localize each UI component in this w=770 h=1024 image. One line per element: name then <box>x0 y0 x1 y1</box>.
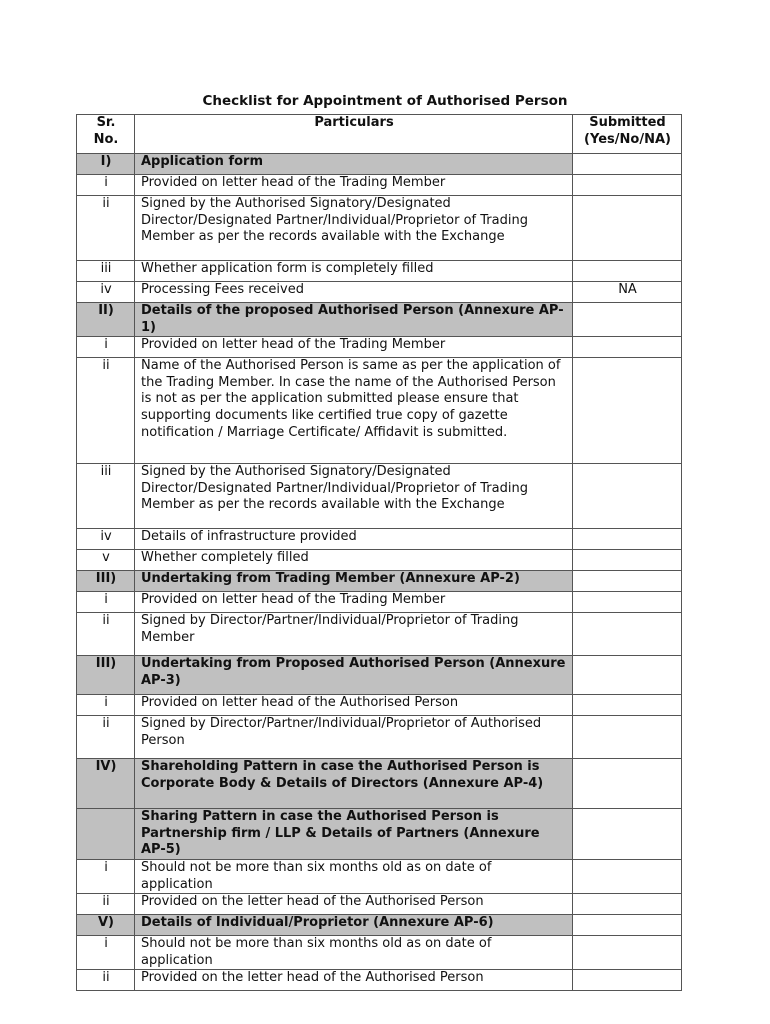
sr-cell: I) <box>77 154 135 175</box>
section-row <box>77 303 682 337</box>
sr-cell: IV) <box>77 759 135 809</box>
submitted-cell <box>573 809 682 860</box>
particulars-cell: Signed by Director/Partner/Individual/Proprietor of Trading Member <box>135 613 573 656</box>
sr-cell: ii <box>77 196 135 261</box>
submitted-cell <box>573 154 682 175</box>
sr-cell: III) <box>77 656 135 695</box>
submitted-cell <box>573 337 682 358</box>
section-row <box>77 571 682 592</box>
submitted-cell <box>573 175 682 196</box>
particulars-cell: Provided on the letter head of the Authorised Person <box>135 894 573 915</box>
submitted-cell <box>573 303 682 337</box>
submitted-cell <box>573 592 682 613</box>
sr-cell: V) <box>77 915 135 936</box>
particulars-cell: Should not be more than six months old as on date of application <box>135 859 573 893</box>
submitted-cell: NA <box>573 282 682 303</box>
submitted-cell <box>573 936 682 970</box>
header-sr-no <box>77 115 135 154</box>
submitted-cell <box>573 550 682 571</box>
header-submitted <box>573 115 682 154</box>
submitted-cell <box>573 894 682 915</box>
sr-cell: i <box>77 337 135 358</box>
sr-cell: i <box>77 859 135 893</box>
particulars-cell: Sharing Pattern in case the Authorised Person is Partnership firm / LLP & Details of Partners (Annexure AP-5) <box>135 809 573 860</box>
sr-cell: i <box>77 592 135 613</box>
sr-cell: ii <box>77 716 135 759</box>
particulars-cell: Name of the Authorised Person is same as per the application of the Trading Member. In case the name of the Authorised Person is not as per the application submitted please ensure that supporting documents like certified true copy of gazette notification / Marriage Certificate/ Affidavit is submitted. <box>135 358 573 464</box>
submitted-cell <box>573 695 682 716</box>
particulars-cell: Should not be more than six months old as on date of application <box>135 936 573 970</box>
particulars-cell: Details of the proposed Authorised Person (Annexure AP-1) <box>135 303 573 337</box>
submitted-cell <box>573 613 682 656</box>
particulars-cell: Details of Individual/Proprietor (Annexure AP-6) <box>135 915 573 936</box>
checklist-table <box>76 114 682 991</box>
particulars-cell: Undertaking from Proposed Authorised Person (Annexure AP-3) <box>135 656 573 695</box>
table-row <box>77 196 682 261</box>
table-row <box>77 970 682 991</box>
submitted-cell <box>573 261 682 282</box>
submitted-cell <box>573 859 682 893</box>
table-row <box>77 358 682 464</box>
submitted-cell <box>573 529 682 550</box>
sr-cell: iv <box>77 529 135 550</box>
section-row <box>77 809 682 860</box>
sr-cell: iv <box>77 282 135 303</box>
submitted-cell <box>573 358 682 464</box>
sr-cell: ii <box>77 358 135 464</box>
particulars-cell: Shareholding Pattern in case the Authorised Person is Corporate Body & Details of Directors (Annexure AP-4) <box>135 759 573 809</box>
particulars-cell: Provided on letter head of the Trading Member <box>135 337 573 358</box>
header-submitted-line2: (Yes/No/NA) <box>584 131 671 147</box>
table-row <box>77 529 682 550</box>
sr-cell: i <box>77 695 135 716</box>
table-row <box>77 337 682 358</box>
header-row <box>77 115 682 154</box>
particulars-cell: Whether completely filled <box>135 550 573 571</box>
submitted-cell <box>573 656 682 695</box>
particulars-cell: Details of infrastructure provided <box>135 529 573 550</box>
table-row <box>77 592 682 613</box>
submitted-cell <box>573 464 682 529</box>
particulars-cell: Provided on letter head of the Trading Member <box>135 175 573 196</box>
particulars-cell: Application form <box>135 154 573 175</box>
section-row <box>77 915 682 936</box>
submitted-cell <box>573 571 682 592</box>
header-sr-line1: Sr. <box>96 115 116 130</box>
section-row <box>77 759 682 809</box>
table-row <box>77 261 682 282</box>
table-row <box>77 175 682 196</box>
particulars-cell: Provided on letter head of the Authorised Person <box>135 695 573 716</box>
sr-cell: ii <box>77 970 135 991</box>
particulars-cell: Processing Fees received <box>135 282 573 303</box>
submitted-cell <box>573 915 682 936</box>
submitted-cell <box>573 970 682 991</box>
submitted-cell <box>573 759 682 809</box>
table-row <box>77 894 682 915</box>
table-row <box>77 282 682 303</box>
sr-cell <box>77 809 135 860</box>
sr-cell: v <box>77 550 135 571</box>
table-row <box>77 464 682 529</box>
table-row <box>77 695 682 716</box>
particulars-cell: Whether application form is completely filled <box>135 261 573 282</box>
sr-cell: i <box>77 175 135 196</box>
particulars-cell: Signed by Director/Partner/Individual/Proprietor of Authorised Person <box>135 716 573 759</box>
table-row <box>77 859 682 893</box>
section-row <box>77 154 682 175</box>
particulars-cell: Signed by the Authorised Signatory/Designated Director/Designated Partner/Individual/Proprietor of Trading Member as per the records available with the Exchange <box>135 464 573 529</box>
particulars-cell: Provided on letter head of the Trading Member <box>135 592 573 613</box>
particulars-cell: Undertaking from Trading Member (Annexure AP-2) <box>135 571 573 592</box>
header-sr-line2: No. <box>93 131 119 147</box>
particulars-cell: Signed by the Authorised Signatory/Designated Director/Designated Partner/Individual/Proprietor of Trading Member as per the records available with the Exchange <box>135 196 573 261</box>
document-title: Checklist for Appointment of Authorised Person <box>202 93 568 109</box>
sr-cell: II) <box>77 303 135 337</box>
submitted-cell <box>573 716 682 759</box>
header-submitted-line1: Submitted <box>589 115 666 130</box>
table-row <box>77 716 682 759</box>
sr-cell: iii <box>77 464 135 529</box>
header-particulars: Particulars <box>135 115 573 154</box>
particulars-cell: Provided on the letter head of the Authorised Person <box>135 970 573 991</box>
sr-cell: iii <box>77 261 135 282</box>
table-row <box>77 613 682 656</box>
sr-cell: III) <box>77 571 135 592</box>
table-row <box>77 936 682 970</box>
sr-cell: i <box>77 936 135 970</box>
table-row <box>77 550 682 571</box>
sr-cell: ii <box>77 613 135 656</box>
submitted-cell <box>573 196 682 261</box>
section-row <box>77 656 682 695</box>
sr-cell: ii <box>77 894 135 915</box>
